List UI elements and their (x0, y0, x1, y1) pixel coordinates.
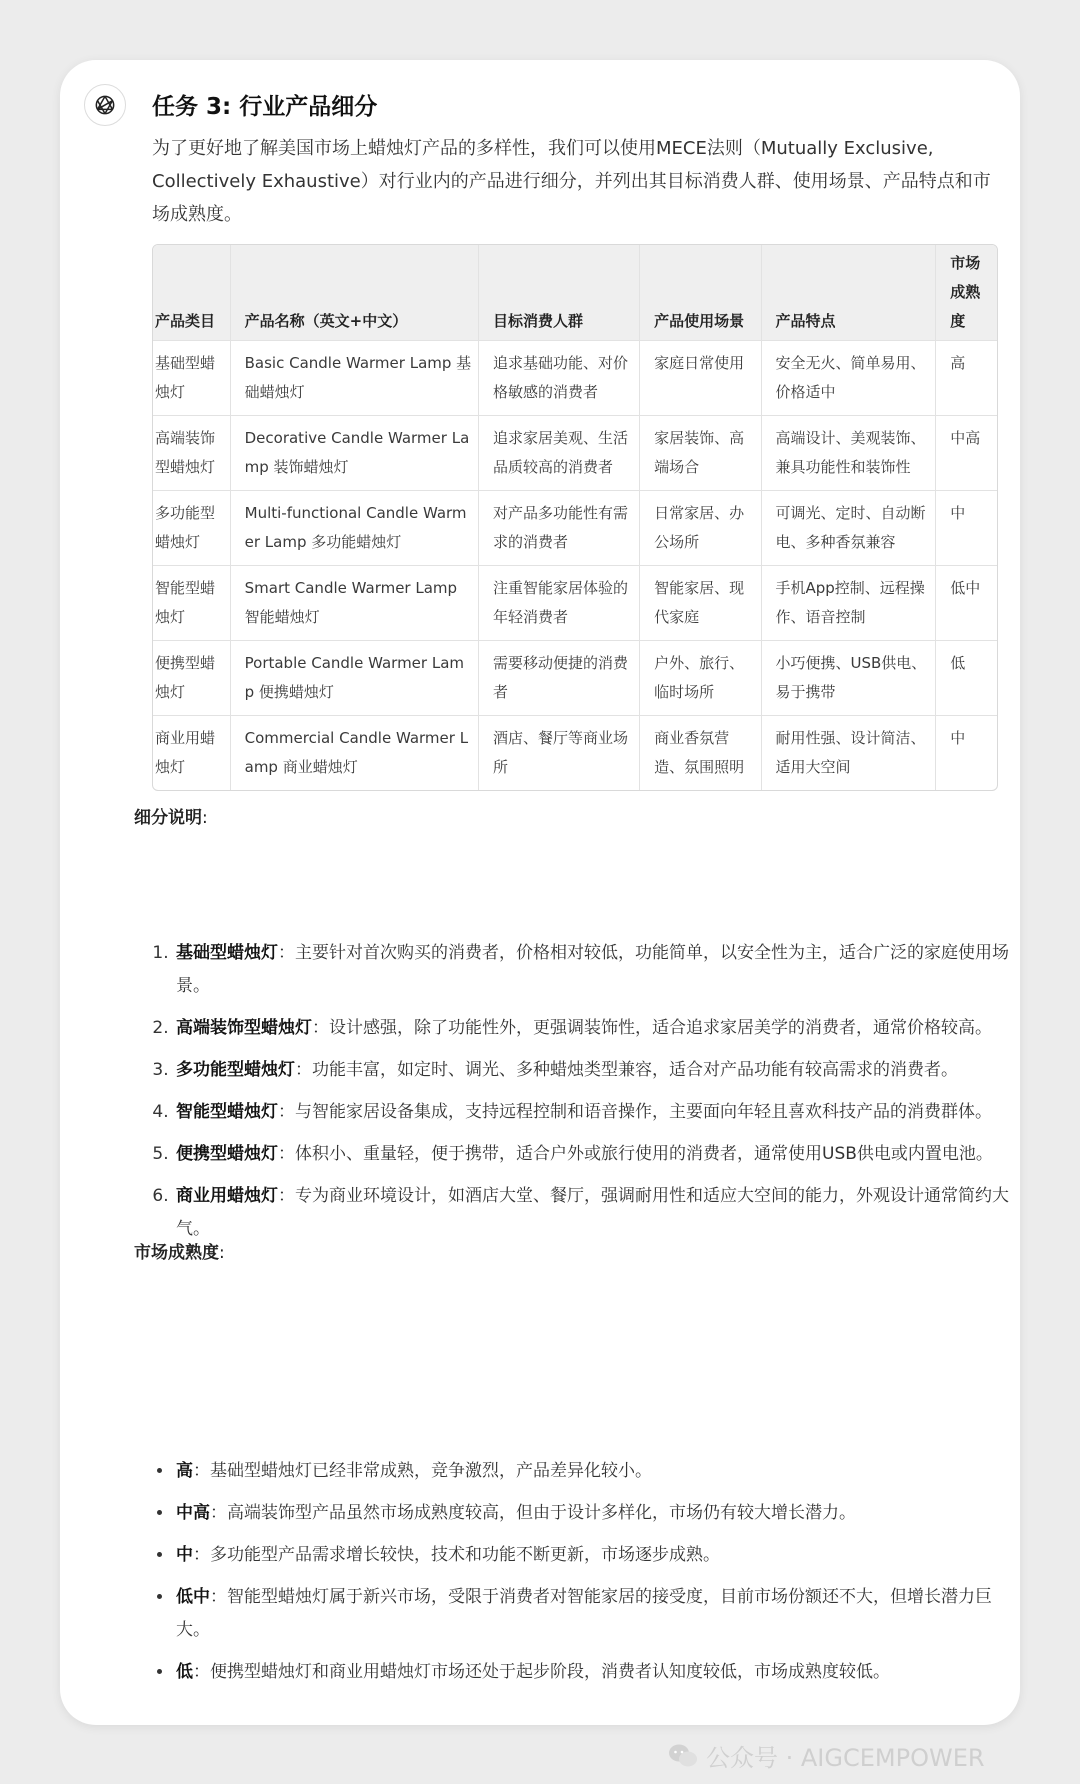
table-cell: 中 (936, 491, 997, 566)
table-cell: 酒店、餐厅等商业场所 (479, 716, 640, 791)
list-item (174, 1539, 1014, 1572)
table-cell: 追求家居美观、生活品质较高的消费者 (479, 416, 640, 491)
list-item-text: ：体积小、重量轻，便于携带，适合户外或旅行使用的消费者，通常使用USB供电或内置电池。 (278, 1144, 993, 1164)
table-cell: 手机App控制、远程操作、语音控制 (761, 566, 936, 641)
table-header-row (153, 245, 997, 341)
list-item-text: ：便携型蜡烛灯和商业用蜡烛灯市场还处于起步阶段，消费者认知度较低，市场成熟度较低。 (193, 1662, 890, 1682)
table-cell: Portable Candle Warmer Lamp 便携蜡烛灯 (230, 641, 478, 716)
table-header-cell: 产品类目 (153, 245, 230, 341)
table-row (153, 416, 997, 491)
maturity-heading: 市场成熟度: (134, 1243, 225, 1263)
table-cell: 小巧便携、USB供电、易于携带 (761, 641, 936, 716)
list-item-label: 智能型蜡烛灯 (176, 1102, 278, 1122)
table-cell: 家庭日常使用 (640, 341, 761, 416)
table-header-cell: 产品名称（英文+中文） (230, 245, 478, 341)
assistant-avatar (84, 84, 126, 126)
table-cell: 智能家居、现代家庭 (640, 566, 761, 641)
list-item-label: 低中 (176, 1587, 210, 1607)
list-item (174, 1656, 1014, 1689)
maturity-list (134, 1455, 1014, 1698)
table-cell: 高端装饰型蜡烛灯 (153, 416, 230, 491)
table-cell: 耐用性强、设计简洁、适用大空间 (761, 716, 936, 791)
table-cell: Smart Candle Warmer Lamp 智能蜡烛灯 (230, 566, 478, 641)
table-cell: 注重智能家居体验的年轻消费者 (479, 566, 640, 641)
table-body (153, 341, 997, 791)
list-item-text: ：基础型蜡烛灯已经非常成熟，竞争激烈，产品差异化较小。 (193, 1461, 652, 1481)
list-item-text: ：智能型蜡烛灯属于新兴市场，受限于消费者对智能家居的接受度，目前市场份额还不大，但增长潜力巨大。 (176, 1587, 992, 1640)
watermark-text: 公众号 · AIGCEMPOWER (706, 1744, 985, 1772)
list-item-label: 商业用蜡烛灯 (176, 1186, 278, 1206)
list-item-label: 中 (176, 1545, 193, 1565)
list-item-text: ：设计感强，除了功能性外，更强调装饰性，适合追求家居美学的消费者，通常价格较高。 (312, 1018, 992, 1038)
table-cell: Commercial Candle Warmer Lamp 商业蜡烛灯 (230, 716, 478, 791)
list-item (174, 1455, 1014, 1488)
list-item (174, 1138, 1014, 1171)
list-item (174, 1096, 1014, 1129)
table-cell: 需要移动便捷的消费者 (479, 641, 640, 716)
list-item (174, 1497, 1014, 1530)
product-segment-table (152, 244, 998, 791)
list-item-text: ：功能丰富，如定时、调光、多种蜡烛类型兼容，适合对产品功能有较高需求的消费者。 (295, 1060, 958, 1080)
table-cell: 低 (936, 641, 997, 716)
table-cell: 便携型蜡烛灯 (153, 641, 230, 716)
table-header-cell: 产品特点 (761, 245, 936, 341)
table-cell: 高端设计、美观装饰、兼具功能性和装饰性 (761, 416, 936, 491)
list-item-label: 便携型蜡烛灯 (176, 1144, 278, 1164)
intro-paragraph: 为了更好地了解美国市场上蜡烛灯产品的多样性，我们可以使用MECE法则（Mutually Exclusive, Collectively Exhaustive）对行业内的产品进行细分，并列出其目标消费人群、使用场景、产品特点和市场成熟度。 (152, 138, 991, 225)
task-title: 任务 3: 行业产品细分 (152, 94, 378, 120)
table-cell: 追求基础功能、对价格敏感的消费者 (479, 341, 640, 416)
table-row (153, 566, 997, 641)
table-header-cell: 目标消费人群 (479, 245, 640, 341)
table-cell: Decorative Candle Warmer Lamp 装饰蜡烛灯 (230, 416, 478, 491)
list-item (174, 1054, 1014, 1087)
list-item (174, 1012, 1014, 1045)
list-item (174, 1180, 1014, 1246)
table-cell: 高 (936, 341, 997, 416)
notes-heading: 细分说明: (134, 808, 208, 828)
list-item-label: 高端装饰型蜡烛灯 (176, 1018, 312, 1038)
list-item (174, 937, 1014, 1003)
chatgpt-logo-icon (92, 92, 118, 118)
watermark (668, 1738, 985, 1773)
list-item-label: 基础型蜡烛灯 (176, 943, 278, 963)
table-cell: 对产品多功能性有需求的消费者 (479, 491, 640, 566)
table-cell: 基础型蜡烛灯 (153, 341, 230, 416)
table-cell: 家居装饰、高端场合 (640, 416, 761, 491)
table-row (153, 716, 997, 791)
table-cell: 中 (950, 729, 966, 747)
table-cell: 智能型蜡烛灯 (153, 566, 230, 641)
list-item-text: ：专为商业环境设计，如酒店大堂、餐厅，强调耐用性和适应大空间的能力，外观设计通常简约大气。 (176, 1186, 1009, 1239)
table-row (153, 641, 997, 716)
table-cell: 户外、旅行、临时场所 (640, 641, 761, 716)
table-header-cell: 产品使用场景 (640, 245, 761, 341)
wechat-icon (668, 1743, 698, 1769)
table-cell: 日常家居、办公场所 (640, 491, 761, 566)
chat-message-card (60, 60, 1020, 1725)
table-cell: 商业用蜡烛灯 (153, 716, 230, 791)
table-cell: 低中 (936, 566, 997, 641)
table-cell: 安全无火、简单易用、价格适中 (761, 341, 936, 416)
list-item-text: ：多功能型产品需求增长较快，技术和功能不断更新，市场逐步成熟。 (193, 1545, 720, 1565)
list-item-label: 中高 (176, 1503, 210, 1523)
table-cell: 可调光、定时、自动断电、多种香氛兼容 (761, 491, 936, 566)
table-row (153, 491, 997, 566)
list-item-label: 低 (176, 1662, 193, 1682)
notes-list (134, 937, 1014, 1255)
table-cell: 多功能型蜡烛灯 (153, 491, 230, 566)
table-row (153, 341, 997, 416)
table-cell: Basic Candle Warmer Lamp 基础蜡烛灯 (230, 341, 478, 416)
table-cell: Multi-functional Candle Warmer Lamp 多功能蜡烛灯 (230, 491, 478, 566)
table-cell: 中高 (936, 416, 997, 491)
table-header-cell: 市场成熟度 (936, 245, 997, 341)
list-item-label: 高 (176, 1461, 193, 1481)
list-item-text: ：与智能家居设备集成，支持远程控制和语音操作，主要面向年轻且喜欢科技产品的消费群体。 (278, 1102, 992, 1122)
list-item-text: ：主要针对首次购买的消费者，价格相对较低，功能简单，以安全性为主，适合广泛的家庭使用场景。 (176, 943, 1009, 996)
list-item (174, 1581, 1014, 1647)
list-item-label: 多功能型蜡烛灯 (176, 1060, 295, 1080)
list-item-text: ：高端装饰型产品虽然市场成熟度较高，但由于设计多样化，市场仍有较大增长潜力。 (210, 1503, 856, 1523)
table-cell: 商业香氛营造、氛围照明 (640, 716, 761, 791)
